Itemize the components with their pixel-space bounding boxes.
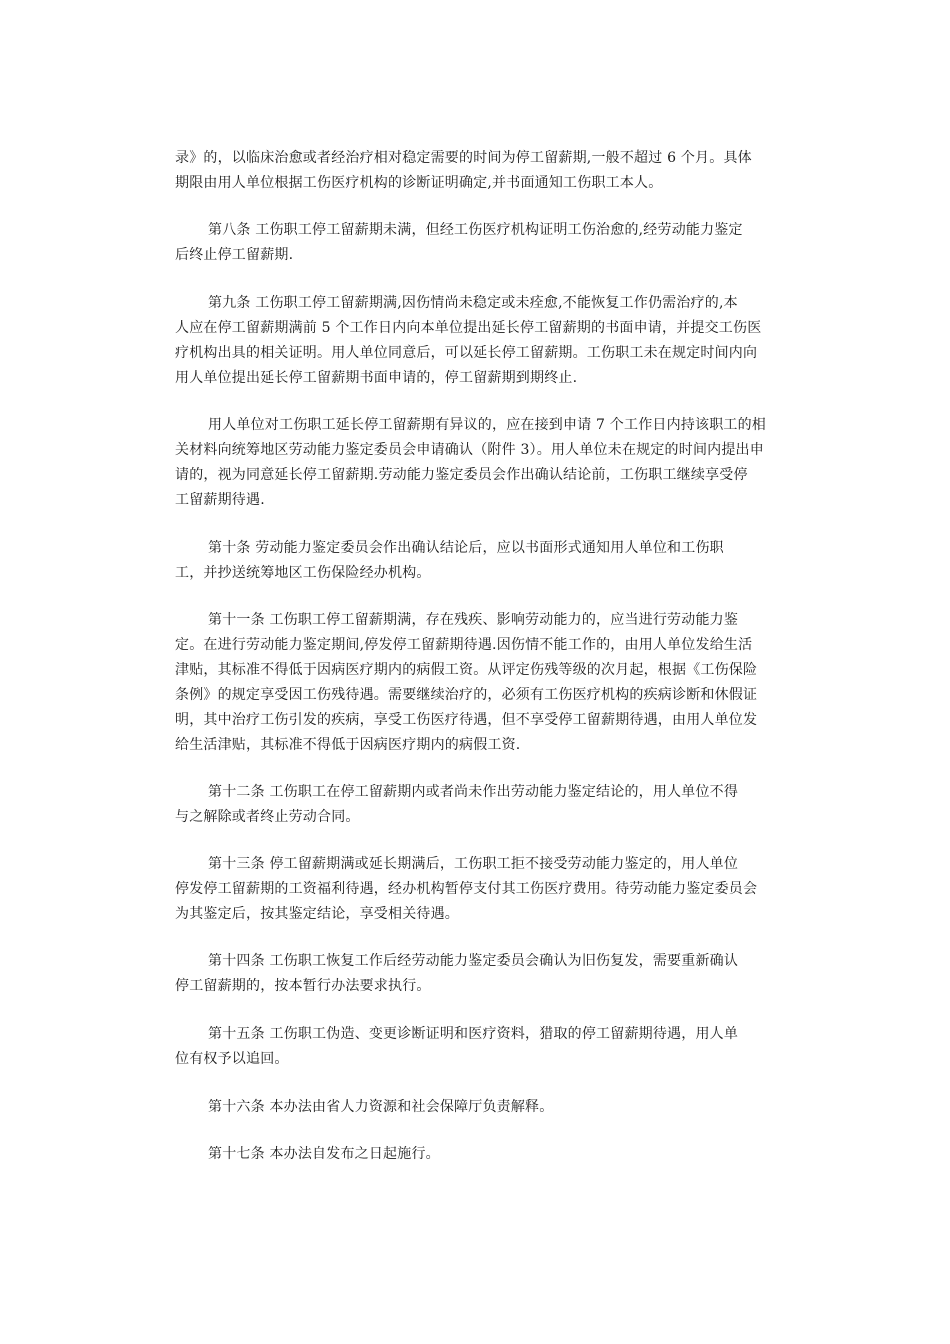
text-line: 第十六条 本办法由省人力资源和社会保障厅负责解释。 [208, 1099, 554, 1115]
article-9 [175, 291, 775, 391]
text-line: 录》的，以临床治愈或者经治疗相对稳定需要的时间为停工留薪期,一般不超过 6 个月。具体 [175, 150, 752, 166]
text-line: 与之解除或者终止劳动合同。 [175, 809, 360, 825]
article-12 [175, 780, 775, 830]
article-13 [175, 852, 775, 927]
text-line: 第十一条 工伤职工停工留薪期满，存在残疾、影响劳动能力的，应当进行劳动能力鉴 [208, 612, 739, 628]
text-line: 第十四条 工伤职工恢复工作后经劳动能力鉴定委员会确认为旧伤复发，需要重新确认 [208, 953, 739, 969]
text-line: 后终止停工留薪期. [175, 247, 294, 263]
text-line: 位有权予以追回。 [175, 1051, 289, 1067]
text-line: 明，其中治疗工伤引发的疾病，享受工伤医疗待遇，但不享受停工留薪期待遇，由用人单位发 [175, 712, 758, 728]
article-14 [175, 949, 775, 999]
text-line: 工留薪期待遇. [175, 492, 265, 508]
text-line: 期限由用人单位根据工伤医疗机构的诊断证明确定,并书面通知工伤职工本人。 [175, 175, 663, 191]
article-17 [175, 1142, 775, 1167]
text-line: 给生活津贴，其标准不得低于因病医疗期内的病假工资. [175, 737, 521, 753]
article-10 [175, 536, 775, 586]
text-line: 第十二条 工伤职工在停工留薪期内或者尚未作出劳动能力鉴定结论的，用人单位不得 [208, 784, 739, 800]
article-9-paragraph-2 [175, 413, 775, 513]
text-line: 定。在进行劳动能力鉴定期间,停发停工留薪期待遇.因伤情不能工作的，由用人单位发给生活 [175, 637, 753, 653]
text-line: 请的，视为同意延长停工留薪期.劳动能力鉴定委员会作出确认结论前，工伤职工继续享受停 [175, 467, 748, 483]
paragraph-continuation [175, 146, 775, 196]
text-line: 用人单位提出延长停工留薪期书面申请的，停工留薪期到期终止. [175, 370, 578, 386]
text-line: 条例》的规定享受因工伤残待遇。需要继续治疗的，必须有工伤医疗机构的疾病诊断和休假证 [175, 687, 758, 703]
text-line: 第十条 劳动能力鉴定委员会作出确认结论后，应以书面形式通知用人单位和工伤职 [208, 540, 724, 556]
text-line: 第十五条 工伤职工伪造、变更诊断证明和医疗资料，猎取的停工留薪期待遇，用人单 [208, 1026, 739, 1042]
text-line: 停发停工留薪期的工资福利待遇，经办机构暂停支付其工伤医疗费用。待劳动能力鉴定委员会 [175, 881, 758, 897]
text-line: 停工留薪期的，按本暂行办法要求执行。 [175, 978, 431, 994]
text-line: 津贴，其标准不得低于因病医疗期内的病假工资。从评定伤残等级的次月起，根据《工伤保险 [175, 662, 758, 678]
text-line: 第八条 工伤职工停工留薪期未满，但经工伤医疗机构证明工伤治愈的,经劳动能力鉴定 [208, 222, 743, 238]
article-11 [175, 608, 775, 758]
text-line: 为其鉴定后，按其鉴定结论，享受相关待遇。 [175, 906, 459, 922]
text-line: 第九条 工伤职工停工留薪期满,因伤情尚未稳定或未痊愈,不能恢复工作仍需治疗的,本 [208, 295, 738, 311]
text-line: 工，并抄送统筹地区工伤保险经办机构。 [175, 565, 431, 581]
text-line: 人应在停工留薪期满前 5 个工作日内向本单位提出延长停工留薪期的书面申请，并提交工伤医 [175, 320, 762, 336]
article-15 [175, 1022, 775, 1072]
text-line: 关材料向统筹地区劳动能力鉴定委员会申请确认（附件 3）。用人单位未在规定的时间内提出申 [175, 442, 764, 458]
text-line: 疗机构出具的相关证明。用人单位同意后，可以延长停工留薪期。工伤职工未在规定时间内向 [175, 345, 758, 361]
text-line: 第十七条 本办法自发布之日起施行。 [208, 1146, 440, 1162]
text-line: 第十三条 停工留薪期满或延长期满后，工伤职工拒不接受劳动能力鉴定的，用人单位 [208, 856, 739, 872]
article-16 [175, 1095, 775, 1120]
text-line: 用人单位对工伤职工延长停工留薪期有异议的，应在接到申请 7 个工作日内持该职工的相 [208, 417, 767, 433]
article-8 [175, 218, 775, 268]
